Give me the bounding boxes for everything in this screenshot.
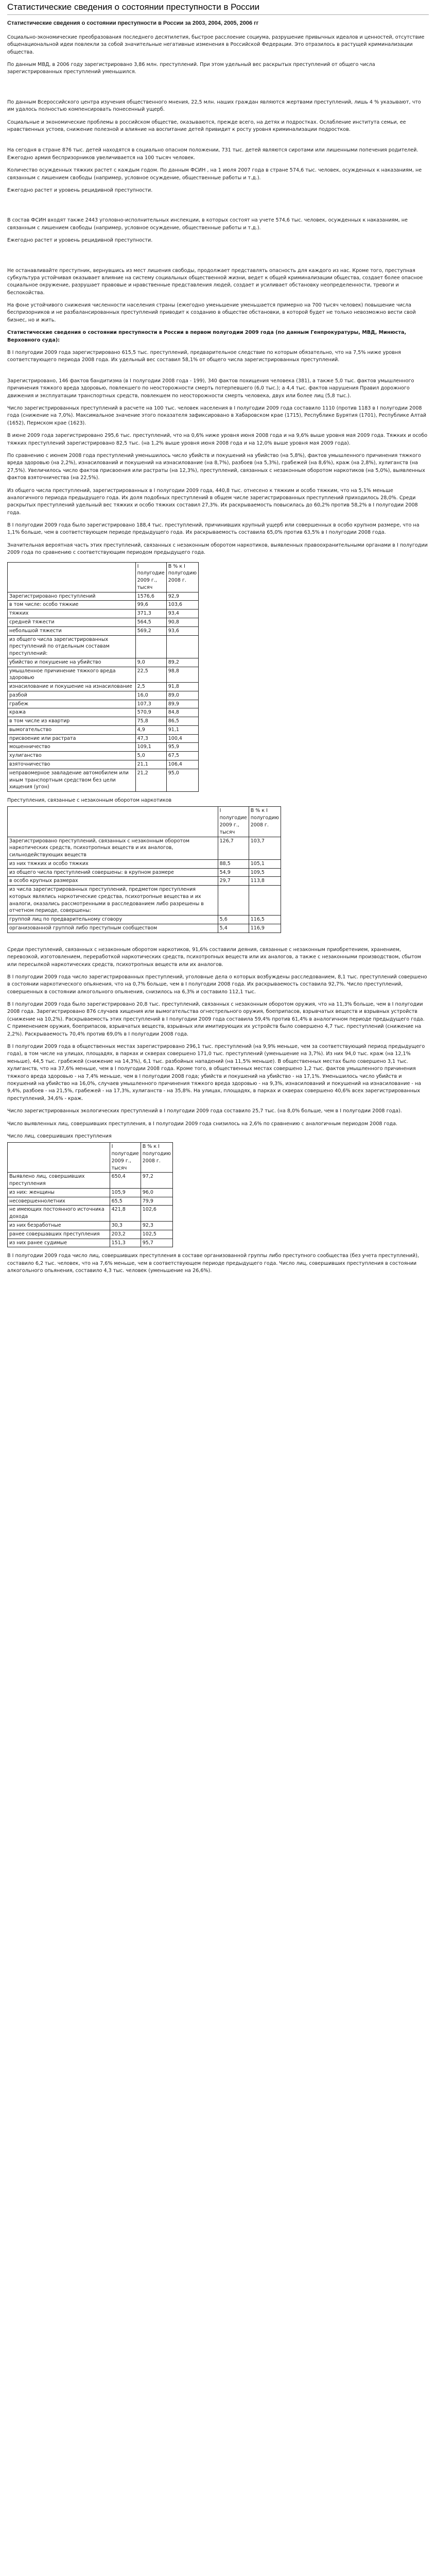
table-row: [8, 667, 199, 683]
paragraph: Число зарегистрированных экологических преступлений в I полугодии 2009 года составило 25,7 тыс. (на 8,0% больше, чем в I полугодии 2008 года).: [7, 1108, 402, 1114]
table-row: [8, 725, 199, 734]
table-header-cell: I полугодие 2009 г., тысяч: [218, 807, 249, 837]
table-row: [8, 837, 281, 859]
table-cell: 79,9: [141, 1197, 172, 1206]
table-row: [8, 683, 199, 691]
table-cell: 93,4: [166, 609, 198, 618]
table-row: [8, 877, 281, 886]
table-cell: из них тяжких и особо тяжких: [8, 859, 218, 868]
table-cell: 103,6: [166, 601, 198, 609]
table-cell: тяжких: [8, 609, 136, 618]
table-cell: 203,2: [110, 1230, 141, 1239]
paragraph: В I полугодии 2009 года в общественных местах зарегистрировано 296,1 тыс. преступлений (на 9,9% меньше, чем за соответствующий период предыдущего года), в том числе на улицах, площадях, в парках и скверах совершено 171,0 тыс. преступлений (уменьшение на 3,7%). Из них 94,0 тыс. краж (на 12,1% меньше), 44,5 тыс. грабежей (снижение на 14,3%), 6,1 тыс. разбойных нападений (на 11,5% меньше). В общественных местах было совершено 3,1 тыс. хулиганств, что на 37,6% меньше, чем в I полугодии 2008 года. Кроме того, в общественных местах совершено 1,2 тыс. фактов умышленного причинения тяжкого вреда здоровью - на 7,4% меньше, чем в I полугодии 2008 года; убийств и покушений на убийство - на 17,1%. Уменьшилось число убийств и покушений на убийство на 16,0%, случаев умышленного причинения тяжкого вреда здоровью - на 9,3%, изнасилований и покушений на изнасилование - на 9,4%, разбоев - на 21,5%, грабежей - на 17,3%, хулиганств - на 35,8%. На улицах, площадях, в парках и скверах совершено 40,6% всех зарегистрированных преступлений, 34,6% - краж.: [7, 1044, 425, 1101]
table-cell: 570,9: [135, 708, 166, 717]
paragraph: В июне 2009 года зарегистрировано 295,6 тыс. преступлений, что на 0,6% ниже уровня июня 2008 года и на 9,6% выше уровня мая 2009 года. Тяжких и особо тяжких преступлений зарегистрировано 82,5 тыс. (на 1,2% выше уровня июня 2008 года и на 12,0% выше уровня мая 2009 года).: [7, 433, 428, 446]
drug-crime-table: [7, 806, 281, 933]
table-caption: Преступления, связанные с незаконным оборотом наркотиков: [7, 798, 172, 804]
table-cell: небольшой тяжести: [8, 626, 136, 635]
table-cell: несовершеннолетних: [8, 1197, 110, 1206]
table-cell: 88,5: [218, 859, 249, 868]
table-cell: 650,4: [110, 1173, 141, 1189]
table-row: [8, 734, 199, 743]
table-row: [8, 700, 199, 708]
table-cell: 421,8: [110, 1206, 141, 1222]
table-cell: 5,0: [135, 752, 166, 760]
table-cell: умышленное причинение тяжкого вреда здоровью: [8, 667, 136, 683]
table-cell: 95,7: [141, 1239, 172, 1247]
table-row: [8, 1206, 173, 1222]
table-cell: 106,4: [166, 760, 198, 769]
table-cell: 99,6: [135, 601, 166, 609]
table-cell: в том числе из квартир: [8, 717, 136, 726]
table-cell: Зарегистрировано преступлений, связанных с незаконным оборотом наркотических средств, психотропных веществ и их аналогов, сильнодействующих веществ: [8, 837, 218, 859]
table-cell: мошенничество: [8, 743, 136, 752]
paragraph: В I полугодии 2009 года было зарегистрировано 20,8 тыс. преступлений, связанных с незаконным оборотом оружия, что на 11,3% больше, чем в I полугодии 2008 года. Зарегистрировано 876 случаев хищения или вымогательства огнестрельного оружия, боеприпасов, взрывчатых веществ и взрывных устройств (снижение на 10,2%). Раскрываемость этих преступлений в I полугодии 2009 года составила 59,4% против 61,4% в аналогичном периоде предыдущего года. С применением оружия, боеприпасов, взрывчатых веществ, взрывных или имитирующих их устройств было совершено 4,7 тыс. преступлений (снижение на 2,2%). Раскрываемость 70,4% против 69,0% в I полугодии 2008 года.: [7, 1002, 425, 1037]
table-cell: 371,3: [135, 609, 166, 618]
table-row: [8, 1173, 173, 1189]
table-cell: из них безработные: [8, 1221, 110, 1230]
table-cell: 96,0: [141, 1188, 172, 1197]
table-header-cell: В % к I полугодию 2008 г.: [166, 562, 198, 592]
table-header-cell: В % к I полугодию 2008 г.: [249, 807, 281, 837]
paragraph: Количество осужденных тяжких растет с каждым годом. По данным ФСИН , на 1 июля 2007 года в стране 574,6 тыс. человек, осужденных к наказаниям, не связанным с лишением свободы (например, условное осуждение, общественные работы и т.д.).: [7, 167, 422, 181]
table-cell: 5,6: [218, 916, 249, 924]
paragraph: В I полугодии 2009 года число лиц, совершивших преступления в составе организованной группы либо преступного сообщества (без учета преступлений), составило 6,2 тыс. человек, что на 7,6% меньше, чем в соответствующем периоде предыдущего года. Число лиц, совершивших преступления в состоянии алкогольного опьянения, составило 4,3 тыс. человек (уменьшение на 26,6%).: [7, 1253, 419, 1274]
table-cell: 564,5: [135, 618, 166, 627]
table-header-row: [8, 562, 199, 592]
table-cell: 569,2: [135, 626, 166, 635]
table-cell: в том числе: особо тяжкие: [8, 601, 136, 609]
table-cell: 2,5: [135, 683, 166, 691]
table-cell: 89,9: [166, 700, 198, 708]
table-cell: 65,5: [110, 1197, 141, 1206]
table-cell: 5,4: [218, 924, 249, 933]
table-cell: разбой: [8, 691, 136, 700]
paragraph: Значительная вероятная часть этих преступлений, связанных с незаконным оборотом наркотиков, выявленных правоохранительными органами в I полугодии 2009 года по сравнению с соответствующим периодом предыдущего года.: [7, 542, 428, 556]
table-cell: из общего числа преступлений совершены: в крупном размере: [8, 868, 218, 877]
table-cell: грабеж: [8, 700, 136, 708]
table-cell: 116,9: [249, 924, 281, 933]
table-cell: из них ранее судимые: [8, 1239, 110, 1247]
paragraph: По данным МВД, в 2006 году зарегистрировано 3,86 млн. преступлений. При этом удельный вес раскрытых преступлений от общего числа зарегистрированных преступлений уменьшился.: [7, 62, 375, 75]
table-cell: 103,7: [249, 837, 281, 859]
table-cell: 30,3: [110, 1221, 141, 1230]
table-cell: 4,9: [135, 725, 166, 734]
table-cell: 109,1: [135, 743, 166, 752]
table-cell: из общего числа зарегистрированных преступлений по отдельным составам преступлений:: [8, 635, 136, 658]
table-cell: 75,8: [135, 717, 166, 726]
table-header-cell: [8, 562, 136, 592]
table-cell: присвоение или растрата: [8, 734, 136, 743]
table-cell: 1576,6: [135, 592, 166, 601]
table-cell: 86,5: [166, 717, 198, 726]
table-cell: неправомерное завладение автомобилем или иным транспортным средством без цели хищения (угон): [8, 769, 136, 791]
table-cell: 47,3: [135, 734, 166, 743]
table-cell: 95,0: [166, 769, 198, 791]
table-row: [8, 691, 199, 700]
table-cell: не имеющих постоянного источника дохода: [8, 1206, 110, 1222]
paragraph: Не останавливайте преступник, вернувшись из мест лишения свободы, продолжает представлять опасность для каждого из нас. Кроме того, преступная субкультура устойчивая оказывает влияние на систему социальных общественной жизни, ведет к общей криминализации общества, создает более опасное социальное окружение, разрушает правовые и нравственные представления людей, создает и усиливает обстановку неопределенности, тревоги и беспокойства.: [7, 267, 423, 296]
table-row: [8, 760, 199, 769]
table-cell: 105,9: [110, 1188, 141, 1197]
table-row: [8, 752, 199, 760]
table-cell: 126,7: [218, 837, 249, 859]
table-cell: группой лиц по предварительному сговору: [8, 916, 218, 924]
paragraph: По сравнению с июнем 2008 года преступлений уменьшилось число убийств и покушений на убийство (на 5,8%), фактов умышленного причинения тяжкого вреда здоровью (на 2,2%), изнасилований и покушений на изнасилование (на 8,7%), разбоев (на 5,3%), грабежей (на 8,6%), краж (на 2,8%), хулиганств (на 27,5%). Увеличилось число фактов присвоения или растраты (на 12,3%), преступлений, связанных с незаконным оборотом наркотиков (на 5,0%), выявленных фактов взяточничества (на 22,5%).: [7, 452, 425, 481]
paragraph: Число выявленных лиц, совершивших преступления, в I полугодии 2009 года снизилось на 2,6% по сравнению с аналогичным периодом 2008 года.: [7, 1121, 398, 1127]
paragraph: Ежегодно растет и уровень рецидивной преступности.: [7, 187, 153, 193]
table-header-row: [8, 1143, 173, 1173]
paragraph: В I полугодии 2009 года зарегистрировано 615,5 тыс. преступлений, предварительное следствие по которым обязательно, что на 7,5% ниже уровня соответствующего периода 2008 года. Их удельный вес составил 58,1% от общего числа зарегистрированных преступлений.: [7, 350, 401, 363]
table-cell: хулиганство: [8, 752, 136, 760]
table-cell: 16,0: [135, 691, 166, 700]
table-cell: 107,3: [135, 700, 166, 708]
table-cell: 21,1: [135, 760, 166, 769]
table-cell: взяточничество: [8, 760, 136, 769]
table-cell: 89,0: [166, 691, 198, 700]
table-row: [8, 916, 281, 924]
table-cell: 67,5: [166, 752, 198, 760]
table-row: [8, 1239, 173, 1247]
table-cell: Зарегистрировано преступлений: [8, 592, 136, 601]
table-cell: 9,0: [135, 658, 166, 667]
table-cell: из числа зарегистрированных преступлений, предметом преступления которых являлись наркотические средства, психотропные вещества и их аналоги, оказались рассмотренными в расследованием либо разрешены в отчетном периоде, совершены:: [8, 886, 218, 916]
table-cell: 97,2: [141, 1173, 172, 1189]
table-row: [8, 1197, 173, 1206]
table-cell: организованной группой либо преступным сообществом: [8, 924, 218, 933]
table-row: [8, 1188, 173, 1197]
offenders-table: [7, 1142, 173, 1247]
crime-stats-table: [7, 562, 199, 792]
table-cell: из них: женщины: [8, 1188, 110, 1197]
table-cell: [249, 886, 281, 916]
table-cell: кража: [8, 708, 136, 717]
table-row: [8, 609, 199, 618]
page-title: Статистические сведения о состоянии преступности в России: [7, 2, 429, 15]
paragraph: Из общего числа преступлений, зарегистрированных в I полугодии 2009 года, 440,8 тыс. отнесено к тяжким и особо тяжким, что на 5,1% меньше аналогичного периода предыдущего года. Их доля подобных преступлений в общем числе зарегистрированных преступлений приходилось 28,0%. Среди раскрытых преступлений удельный вес тяжких и особо тяжких составил 27,3%. Их раскрываемость повысилась до 60,2% против 58,2% в I полугодии 2008 года.: [7, 487, 418, 516]
paragraph: В состав ФСИН входят также 2443 уголовно-исполнительных инспекции, в которых состоят на учете 574,6 тыс. человек, осужденных к наказаниям, не связанным с лишением свободы (например, условное осуждение, общественные работы и т.д.).: [7, 217, 408, 231]
table-cell: 92,9: [166, 592, 198, 601]
table-cell: изнасилование и покушение на изнасилование: [8, 683, 136, 691]
table-cell: 109,5: [249, 868, 281, 877]
table-cell: вымогательство: [8, 725, 136, 734]
table-caption: Число лиц, совершивших преступления: [7, 1133, 112, 1139]
table-header-cell: В % к I полугодию 2008 г.: [141, 1143, 172, 1173]
table-cell: [218, 886, 249, 916]
paragraph: По данным Всероссийского центра изучения общественного мнения, 22,5 млн. наших граждан являются жертвами преступлений, лишь 4 % указывают, что им удалось полностью компенсировать понесенный ущерб.: [7, 99, 421, 113]
paragraph: Ежегодно растет и уровень рецидивной преступности.: [7, 238, 153, 244]
section-subtitle: Статистические сведения о состоянии преступности в России за 2003, 2004, 2005, 2006 гг: [7, 20, 259, 26]
table-row: [8, 717, 199, 726]
table-cell: 116,5: [249, 916, 281, 924]
table-row: [8, 1230, 173, 1239]
table-header-cell: [8, 1143, 110, 1173]
table-cell: 93,6: [166, 626, 198, 635]
table-cell: 113,8: [249, 877, 281, 886]
table-cell: 21,2: [135, 769, 166, 791]
table-cell: 151,3: [110, 1239, 141, 1247]
table-cell: убийство и покушение на убийство: [8, 658, 136, 667]
table-cell: 95,9: [166, 743, 198, 752]
table-cell: в особо крупных размерах: [8, 877, 218, 886]
table-cell: 102,5: [141, 1230, 172, 1239]
table-cell: средней тяжести: [8, 618, 136, 627]
table-cell: 89,2: [166, 658, 198, 667]
table-cell: 91,8: [166, 683, 198, 691]
table-cell: 91,1: [166, 725, 198, 734]
table-row: [8, 859, 281, 868]
document-page: [0, 0, 436, 1285]
table-cell: 102,6: [141, 1206, 172, 1222]
table-cell: 92,3: [141, 1221, 172, 1230]
table-row: [8, 626, 199, 635]
paragraph: На фоне устойчивого снижения численности населения страны (ежегодно уменьшение уменьшается примерно на 700 тысяч человек) повышение числа беспризорников и не разбалансированных преступлений приводит к созданию в обществе обстановки, в которой будет не только невозможно вести свой бизнес, но и жить.: [7, 302, 416, 323]
paragraph: Число зарегистрированных преступлений в расчете на 100 тыс. человек населения в I полугодии 2009 года составило 1110 (против 1183 в I полугодии 2008 года (снижение на 7,0%). Максимальное значение этого показателя зафиксировано в Хабаровском крае (1715), Республике Бурятия (1701), Республике Алтай (1652), Пермском крае (1623).: [7, 405, 427, 426]
table-cell: [166, 635, 198, 658]
table-row: [8, 868, 281, 877]
paragraph: Зарегистрировано, 146 фактов бандитизма (в I полугодии 2008 года - 199), 340 фактов похищения человека (381), а также 5,0 тыс. фактов умышленного причинения тяжкого вреда здоровью, повлекшего по неосторожности смерть потерпевшего (6,0 тыс.); а 4,4 тыс. фактов нарушения Правил дорожного движения и эксплуатации транспортных средств, повлекшем по неосторожности смерть человека, двух или более лиц (5,8 тыс.).: [7, 378, 414, 399]
paragraph: В I полугодии 2009 года число зарегистрированных преступлений, уголовные дела о которых возбуждены расследованием, 8,1 тыс. преступлений совершено в состоянии наркотического опьянения, что на 0,7% больше, чем в I полугодии 2008 года. Их раскрываемость составила 92,7%. Число преступлений, совершенных в состоянии алкогольного опьянения, снизилось на 6,3% и составило 112,1 тыс.: [7, 974, 427, 995]
table-cell: ранее совершавших преступления: [8, 1230, 110, 1239]
table-row: [8, 618, 199, 627]
table-header-cell: [8, 807, 218, 837]
table-cell: 54,9: [218, 868, 249, 877]
table-cell: 22,5: [135, 667, 166, 683]
table-row: [8, 708, 199, 717]
paragraph: В I полугодии 2009 года было зарегистрировано 188,4 тыс. преступлений, причинивших крупный ущерб или совершенных в особо крупном размере, что на 1,1% больше, чем в соответствующем периоде предыдущего года. Их раскрываемость составила 65,0% против 63,5% в I полугодии 2008 года.: [7, 522, 420, 536]
table-header-row: [8, 807, 281, 837]
paragraph: Среди преступлений, связанных с незаконным оборотом наркотиков, 91,6% составили деяния, связанные с незаконным приобретением, хранением, перевозкой, изготовлением, переработкой наркотических средств, психотропных веществ или их аналогов, а также с незаконными производством, сбытом или пересылкой наркотических средств, психотропных веществ или их аналогов.: [7, 946, 421, 968]
table-cell: 98,8: [166, 667, 198, 683]
table-cell: 84,8: [166, 708, 198, 717]
table-header-cell: I полугодие 2009 г., тысяч: [110, 1143, 141, 1173]
table-row: [8, 743, 199, 752]
table-row: [8, 1221, 173, 1230]
paragraph: Социально-экономические преобразования последнего десятилетия, быстрое расслоение социума, разрушение привычных идеалов и ценностей, отсутствие общенациональной идеи повлекли за собой значительные негативные изменения в Российской Федерации. Это отразилось в растущей криминализации общества.: [7, 34, 425, 55]
table-cell: 90,8: [166, 618, 198, 627]
table-row: [8, 886, 281, 916]
table-cell: 105,1: [249, 859, 281, 868]
table-cell: Выявлено лиц, совершивших преступления: [8, 1173, 110, 1189]
table-row: [8, 592, 199, 601]
table-row: [8, 769, 199, 791]
table-cell: 29,7: [218, 877, 249, 886]
paragraph: Социальные и экономические проблемы в российском обществе, оказываются, прежде всего, на детях и подростках. Ослабление института семьи, ее нравственных устоев, снижение полезной и влияние на воспитание детей привидит к росту уровня криминализации подростков.: [7, 119, 406, 133]
section-heading-2009: Статистические сведения о состоянии преступности в России в первом полугодии 2009 года (по данным Генпрокуратуры, МВД, Минюста, Верховного суда):: [7, 330, 407, 343]
table-cell: 100,4: [166, 734, 198, 743]
table-row: [8, 635, 199, 658]
table-header-cell: I полугодие 2009 г., тысяч: [135, 562, 166, 592]
table-row: [8, 601, 199, 609]
paragraph: На сегодня в стране 876 тыс. детей находятся в социально опасном положении, 731 тыс. детей являются сиротами или лишенными попечения родителей. Ежегодно армия беспризорников увеличивается на 100 тысяч человек.: [7, 147, 418, 161]
table-row: [8, 924, 281, 933]
table-row: [8, 658, 199, 667]
table-cell: [135, 635, 166, 658]
